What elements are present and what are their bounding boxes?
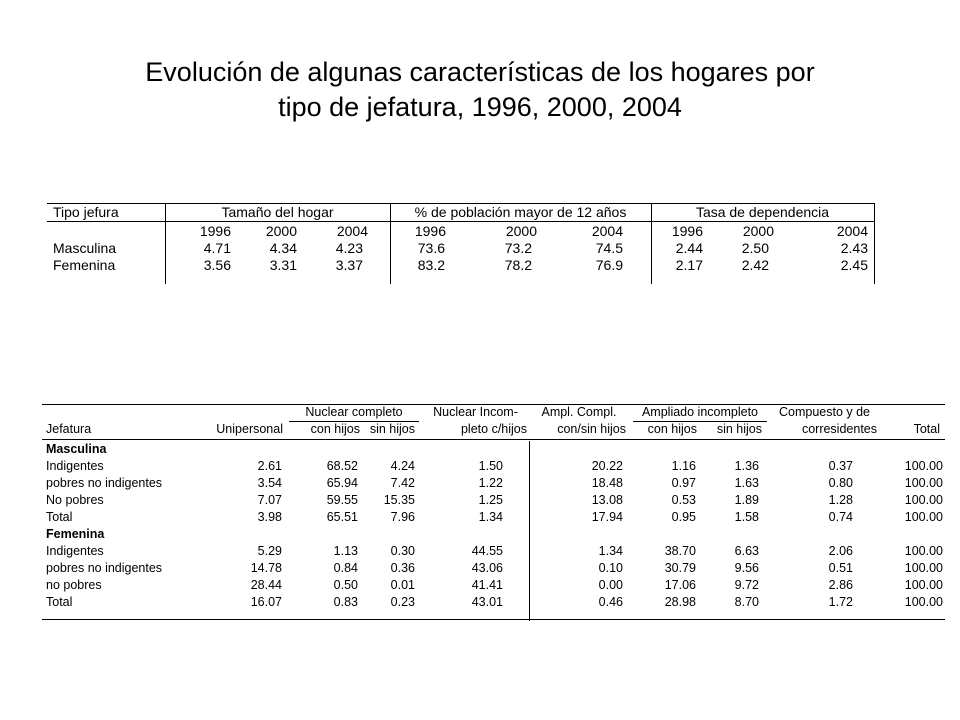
table2-row-total bbox=[42, 594, 945, 611]
year-label: 2000 bbox=[505, 223, 537, 239]
table-cell: 100.00 bbox=[904, 578, 943, 592]
table-cell: 5.29 bbox=[257, 544, 282, 558]
table-cell: 1.36 bbox=[734, 459, 759, 473]
table-cell: 0.30 bbox=[390, 544, 415, 558]
col-tipo-jefatura: Tipo jefura bbox=[53, 204, 119, 220]
table-cell: 17.06 bbox=[664, 578, 696, 592]
table-cell: 7.07 bbox=[257, 493, 282, 507]
col-pleto-con-hijos: pleto c/hijos bbox=[460, 422, 527, 436]
year-label: 1996 bbox=[199, 223, 231, 239]
table-cell: 83.2 bbox=[417, 257, 445, 273]
table-cell: 2.61 bbox=[257, 459, 282, 473]
table-cell: 100.00 bbox=[904, 595, 943, 609]
year-label: 2000 bbox=[265, 223, 297, 239]
col-total: Total bbox=[913, 422, 940, 436]
table-cell: 1.16 bbox=[671, 459, 696, 473]
slide-title bbox=[0, 55, 960, 125]
row-label: Indigentes bbox=[46, 459, 104, 473]
col-ampliado-sin-hijos: sin hijos bbox=[716, 422, 762, 436]
row-label: No pobres bbox=[46, 493, 104, 507]
table2-row bbox=[42, 577, 945, 594]
table-cell: 68.52 bbox=[326, 459, 358, 473]
year-label: 2000 bbox=[742, 223, 774, 239]
table-cell: 0.23 bbox=[390, 595, 415, 609]
table-cell: 18.48 bbox=[591, 476, 623, 490]
table2-row bbox=[42, 492, 945, 509]
section-title: Masculina bbox=[46, 442, 107, 456]
section-masculina bbox=[42, 441, 945, 458]
table2-header-row-1 bbox=[42, 404, 945, 421]
table-cell: 0.80 bbox=[828, 476, 853, 490]
section-femenina bbox=[42, 526, 945, 543]
table-cell: 3.56 bbox=[203, 257, 231, 273]
table-cell: 1.34 bbox=[478, 510, 503, 524]
table-cell: 9.72 bbox=[734, 578, 759, 592]
col-ampliado-incompleto: Ampliado incompleto bbox=[641, 405, 759, 419]
row-label: Indigentes bbox=[46, 544, 104, 558]
table-cell: 17.94 bbox=[591, 510, 623, 524]
table-cell: 2.42 bbox=[741, 257, 769, 273]
table-cell: 1.34 bbox=[598, 544, 623, 558]
table-cell: 1.22 bbox=[478, 476, 503, 490]
table-cell: 1.13 bbox=[333, 544, 358, 558]
table-cell: 0.97 bbox=[671, 476, 696, 490]
row-label: no pobres bbox=[46, 578, 102, 592]
table-cell: 4.34 bbox=[269, 240, 297, 256]
table-cell: 1.25 bbox=[478, 493, 503, 507]
table2-row bbox=[42, 475, 945, 492]
table2-header-rule bbox=[42, 439, 945, 440]
year-label: 1996 bbox=[671, 223, 703, 239]
table-cell: 100.00 bbox=[904, 544, 943, 558]
table-cell: 0.00 bbox=[598, 578, 623, 592]
col-corresidentes: corresidentes bbox=[801, 422, 877, 436]
table-cell: 8.70 bbox=[734, 595, 759, 609]
table-cell: 2.45 bbox=[840, 257, 868, 273]
table-cell: 78.2 bbox=[504, 257, 532, 273]
table-cell: 65.94 bbox=[326, 476, 358, 490]
col-jefatura: Jefatura bbox=[46, 422, 92, 436]
table-cell: 59.55 bbox=[326, 493, 358, 507]
table-cell: 0.50 bbox=[333, 578, 358, 592]
ampliado-incompleto-underline bbox=[633, 421, 767, 422]
table-cell: 1.50 bbox=[478, 459, 503, 473]
household-size-table bbox=[47, 200, 875, 274]
table-cell: 100.00 bbox=[904, 561, 943, 575]
table-cell: 44.55 bbox=[471, 544, 503, 558]
col-nuclear-incompleto: Nuclear Incom- bbox=[433, 405, 518, 419]
table-cell: 38.70 bbox=[664, 544, 696, 558]
table-cell: 4.23 bbox=[335, 240, 363, 256]
table-cell: 16.07 bbox=[250, 595, 282, 609]
table-cell: 3.98 bbox=[257, 510, 282, 524]
table-cell: 0.37 bbox=[828, 459, 853, 473]
household-type-table bbox=[42, 404, 945, 611]
table-cell: 0.51 bbox=[828, 561, 853, 575]
table-cell: 2.86 bbox=[828, 578, 853, 592]
table-cell: 0.36 bbox=[390, 561, 415, 575]
table-cell: 7.42 bbox=[390, 476, 415, 490]
table-cell: 28.98 bbox=[664, 595, 696, 609]
table-cell: 30.79 bbox=[664, 561, 696, 575]
col-unipersonal: Unipersonal bbox=[216, 422, 283, 436]
table-cell: 100.00 bbox=[904, 476, 943, 490]
table-cell: 2.43 bbox=[840, 240, 868, 256]
table-cell: 0.10 bbox=[598, 561, 623, 575]
table-cell: 20.22 bbox=[591, 459, 623, 473]
table-cell: 2.06 bbox=[828, 544, 853, 558]
table-cell: 100.00 bbox=[904, 510, 943, 524]
table2-row bbox=[42, 543, 945, 560]
row-label: Total bbox=[46, 595, 73, 609]
col-ampliado-con-hijos: con hijos bbox=[647, 422, 697, 436]
year-label: 2004 bbox=[836, 223, 868, 239]
col-con-sin-hijos: con/sin hijos bbox=[557, 422, 626, 436]
table-cell: 6.63 bbox=[734, 544, 759, 558]
table-cell: 73.2 bbox=[504, 240, 532, 256]
year-label: 1996 bbox=[414, 223, 446, 239]
table-cell: 2.50 bbox=[741, 240, 769, 256]
table2-row-total bbox=[42, 509, 945, 526]
table2-row bbox=[42, 560, 945, 577]
table-cell: 2.17 bbox=[675, 257, 703, 273]
nuclear-completo-underline bbox=[289, 421, 419, 422]
table2-bottom-rule bbox=[42, 619, 945, 620]
table-cell: 43.06 bbox=[471, 561, 503, 575]
table-cell: 3.54 bbox=[257, 476, 282, 490]
table-cell: 1.63 bbox=[734, 476, 759, 490]
section-title: Femenina bbox=[46, 527, 105, 541]
table-cell: 0.74 bbox=[828, 510, 853, 524]
row-label: Femenina bbox=[53, 257, 116, 273]
table-cell: 2.44 bbox=[675, 240, 703, 256]
year-label: 2004 bbox=[336, 223, 368, 239]
table1-row-masculina bbox=[47, 240, 875, 257]
col-sin-hijos: sin hijos bbox=[369, 422, 415, 436]
table-cell: 0.95 bbox=[671, 510, 696, 524]
table1-header-row bbox=[47, 204, 875, 221]
table-cell: 1.89 bbox=[734, 493, 759, 507]
table-cell: 4.71 bbox=[203, 240, 231, 256]
table-cell: 3.31 bbox=[269, 257, 297, 273]
table-cell: 76.9 bbox=[595, 257, 623, 273]
col-poblacion-mayor-12: % de población mayor de 12 años bbox=[414, 204, 627, 220]
row-label: Total bbox=[46, 510, 73, 524]
table-cell: 1.28 bbox=[828, 493, 853, 507]
table-cell: 7.96 bbox=[390, 510, 415, 524]
col-tamano-hogar: Tamaño del hogar bbox=[221, 204, 334, 220]
table-cell: 0.53 bbox=[671, 493, 696, 507]
row-label: pobres no indigentes bbox=[46, 476, 163, 490]
row-label: Masculina bbox=[53, 240, 117, 256]
table-cell: 73.6 bbox=[417, 240, 445, 256]
table-cell: 1.72 bbox=[828, 595, 853, 609]
table-cell: 4.24 bbox=[390, 459, 415, 473]
table-cell: 0.83 bbox=[333, 595, 358, 609]
table-cell: 1.58 bbox=[734, 510, 759, 524]
table-cell: 65.51 bbox=[326, 510, 358, 524]
table2-row bbox=[42, 458, 945, 475]
table1-header-rule bbox=[47, 221, 875, 222]
row-label: pobres no indigentes bbox=[46, 561, 163, 575]
table-cell: 100.00 bbox=[904, 493, 943, 507]
table-cell: 15.35 bbox=[383, 493, 415, 507]
col-compuesto: Compuesto y de bbox=[778, 405, 871, 419]
table-cell: 43.01 bbox=[471, 595, 503, 609]
table-cell: 41.41 bbox=[471, 578, 503, 592]
table1-years-row bbox=[47, 223, 875, 240]
table-cell: 0.84 bbox=[333, 561, 358, 575]
col-ampliado-completo: Ampl. Compl. bbox=[541, 405, 617, 419]
col-con-hijos: con hijos bbox=[310, 422, 360, 436]
table-cell: 28.44 bbox=[250, 578, 282, 592]
table-cell: 13.08 bbox=[591, 493, 623, 507]
table-cell: 74.5 bbox=[595, 240, 623, 256]
col-nuclear-completo: Nuclear completo bbox=[305, 405, 403, 419]
table-cell: 0.01 bbox=[390, 578, 415, 592]
table-cell: 3.37 bbox=[335, 257, 363, 273]
title-line-1: Evolución de algunas características de los hogares por bbox=[145, 57, 815, 87]
table-cell: 9.56 bbox=[734, 561, 759, 575]
table1-row-femenina bbox=[47, 257, 875, 274]
table-cell: 100.00 bbox=[904, 459, 943, 473]
col-tasa-dependencia: Tasa de dependencia bbox=[695, 204, 830, 220]
table-cell: 0.46 bbox=[598, 595, 623, 609]
year-label: 2004 bbox=[591, 223, 623, 239]
table2-header-row-2 bbox=[42, 421, 945, 438]
table-cell: 14.78 bbox=[250, 561, 282, 575]
title-line-2: tipo de jefatura, 1996, 2000, 2004 bbox=[278, 92, 682, 122]
